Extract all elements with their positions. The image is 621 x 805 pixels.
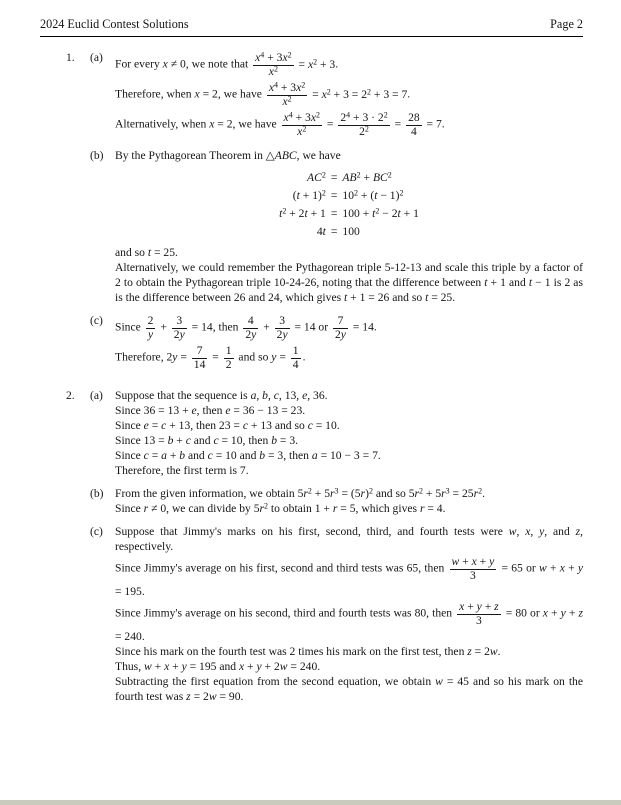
math-run: c = a + b [143,449,186,462]
fraction-numerator: 3 [176,314,183,327]
text-run: Since [115,502,144,515]
text-run: . [302,404,306,417]
text-run: Therefore, when [115,87,195,101]
fraction-numerator: x + y + z [459,600,499,613]
text-run: Since [115,404,144,417]
text-run: , we have [296,149,341,162]
problem [66,50,583,373]
part-label: (c) [90,314,103,327]
text-run: . [240,690,244,703]
text-run: and so [235,350,272,364]
fraction-numerator: $2^4 + 3 \cdot 2^2$ [340,110,388,124]
equation-block [279,168,419,240]
fraction [146,315,156,341]
math-run: x + y + z = 240 [115,606,583,643]
text-run: . [302,350,306,364]
text-run: Suppose that Jimmy's marks on his first, second, third, and fourth tests were [115,525,509,538]
text-run: or [526,606,543,620]
fraction [406,112,422,138]
problem-part [90,148,583,305]
fraction [338,112,389,138]
text-run: Therefore, the first term is 7. [115,464,249,477]
part-label: (b) [90,149,104,162]
fraction-numerator: $x^4 + 3x^2$ [283,110,320,124]
fraction-denominator: 3 [457,614,501,628]
math-run: = [209,350,222,364]
math-run: t = 25 [147,246,176,259]
part-label: (a) [90,389,103,402]
math-run: x ≠ 0 [162,57,186,71]
fraction-numerator: 2 [147,314,154,327]
math-run: $5r^2 + 5r^3 = 25r^2$ [408,486,483,500]
fraction-denominator: $x^2$ [267,95,307,109]
text-run: Therefore, [115,350,167,364]
fraction [450,556,497,582]
text-run: and so [389,291,426,304]
problem-parts [90,50,583,373]
part-label: (a) [90,51,103,64]
fraction [243,315,258,341]
solution-line [115,659,583,674]
text-run: and [190,434,214,447]
solution-line [115,486,583,501]
equation-rhs: $10^2 + (t - 1)^2$ [342,188,404,202]
text-run: , then [212,320,242,334]
text-run: and so [271,419,308,432]
math-run: r = 4 [419,502,443,515]
text-run: is 2 as is the difference between 26 and 24, which gives [115,276,583,304]
text-run: , which gives [355,502,420,515]
equation-lhs: 4t [316,224,326,238]
text-run: . [441,117,445,131]
text-run: . [452,291,456,304]
problem-number: 2. [66,389,75,402]
text-run: , we can divide by [166,502,254,515]
text-run: . [141,585,145,598]
part-body [115,148,583,305]
equation-lhs: $AC^2$ [307,170,326,184]
text-run: . [407,87,411,101]
solutions-body [66,50,583,704]
equation-row [279,204,419,222]
text-run: Alternatively, we could remember the Pythagorean triple 5-12-13 and scale this triple by a factor of 2 to obtain the Pythagorean triple 10-24-26, noting that the difference between [115,261,583,289]
math-run: 23 = c + 13 [218,419,272,432]
text-run: , then [196,404,226,417]
equals-sign: = [330,188,338,202]
solution-line [115,644,583,659]
fraction [275,315,290,341]
problem [66,388,583,704]
text-run: . [336,419,340,432]
text-run: Since [115,434,144,447]
problem-part [90,524,583,704]
fraction-denominator: 2y [335,327,346,341]
math-run: x = 2 [209,117,233,131]
text-run: , and [544,525,576,538]
math-run: = 80 [502,606,527,620]
text-run: and so [372,487,409,500]
fraction-denominator: $x^2$ [253,65,293,79]
math-run: e = c + 13 [143,419,191,432]
math-run: e = 36 − 13 = 23 [225,404,303,417]
math-run: △ABC [265,149,297,162]
fraction-denominator: y [146,328,156,342]
math-run: t + 1 [484,276,506,289]
math-run: + [260,320,273,334]
math-run: 36 = 13 + e [143,404,197,417]
math-run: = [391,117,405,131]
math-run: = 14 [291,320,316,334]
fraction [172,315,187,341]
text-run: Suppose that the sequence is [115,389,251,402]
text-run: , [516,525,526,538]
text-run: Since [115,419,144,432]
solution-line [115,388,583,403]
text-run: . [175,246,178,259]
math-run: w + x + y = 195 [115,561,583,598]
fraction-denominator: 2y [276,327,288,341]
solution-line [115,418,583,433]
text-run: . [317,660,321,673]
text-run: . [141,630,145,643]
text-run: Since Jimmy's average on his first, second and third tests was 65, then [115,561,448,575]
fraction-denominator: 14 [193,357,206,371]
solution-line [115,80,583,110]
equation-rhs: $AB^2 + BC^2$ [342,170,392,184]
problem-part [90,388,583,478]
math-run: = $x^2 + 3 = 2^2 + 3 = 7$ [309,87,408,101]
problem-number: 1. [66,51,75,64]
fraction [267,82,307,108]
fraction-denominator: $2^2$ [338,125,389,139]
equation-rhs: 100 [342,224,360,238]
math-run: 2y = [166,350,190,364]
math-run: w = 45 [435,675,469,688]
fraction [192,345,208,371]
text-run: and [236,449,260,462]
text-run: Alternatively, when [115,117,210,131]
solution-line [115,501,583,516]
solution-line [115,463,583,478]
solution-line [115,403,583,418]
solution-line [115,343,583,373]
solution-line [115,148,583,163]
fraction-denominator: 4 [292,357,299,371]
text-run: Thus, [115,660,144,673]
solution-line [115,674,583,704]
math-run: w [508,525,517,538]
part-label: (b) [90,487,104,500]
equals-sign: = [330,206,338,220]
part-label: (c) [90,525,103,538]
part-body [115,313,583,373]
fraction [457,601,501,627]
math-run: $5r^2 + 5r^3 = (5r)^2$ [297,486,373,500]
text-run: . [324,389,328,402]
page-header [40,17,583,37]
equation-lhs: $t^2 + 2t + 1$ [279,206,326,220]
math-run: = 14 [349,320,374,334]
math-run: = 7 [423,117,442,131]
math-run: z [575,525,581,538]
text-run: Since [115,320,144,334]
math-run: $5r^2$ [253,501,269,515]
fraction-numerator: 1 [292,344,299,357]
math-run: + [157,320,170,334]
fraction [291,345,301,371]
problem-part [90,313,583,373]
solution-line [115,554,583,599]
fraction-numerator: 3 [279,314,286,327]
fraction-numerator: $x^4 + 3x^2$ [268,80,306,94]
text-run: From the given information, we obtain [115,487,298,500]
text-run: and so [115,246,148,259]
fraction-denominator: 2 [225,357,232,371]
math-run: x + y + 2w = 240 [239,660,318,673]
solution-line [115,260,583,305]
fraction-denominator: 4 [406,125,422,139]
solution-line [115,599,583,644]
fraction [333,315,348,341]
header-page-number: Page 2 [550,17,583,31]
fraction-numerator: 1 [225,344,232,357]
problem-parts [90,388,583,704]
text-run: , then [283,449,312,462]
math-run: = $x^2 + 3$ [295,57,336,71]
math-run: b = 3 [259,449,284,462]
math-run: c = 10 [213,434,243,447]
fraction-numerator: 4 [247,314,254,327]
math-run: r ≠ 0 [143,502,167,515]
equation-row [279,222,419,240]
solution-line [115,50,583,80]
text-run: or [315,320,331,334]
equals-sign: = [330,170,338,184]
text-run: to obtain [268,502,315,515]
text-run: . [442,502,446,515]
equation-lhs: $(t + 1)^2$ [292,188,326,202]
fraction-numerator: 7 [196,344,203,357]
text-run: and [505,276,529,289]
fraction-numerator: 28 [408,111,420,124]
header-title: 2024 Euclid Contest Solutions [40,17,189,31]
math-run: b = 3 [271,434,296,447]
solution-line [115,245,583,260]
part-body [115,50,583,140]
solution-line [115,524,583,554]
equation-row [279,186,419,204]
math-run: t − 1 [528,276,551,289]
text-run: . [295,434,299,447]
text-run: Since his mark on the fourth test was 2 times his mark on the first test, then [115,645,468,658]
text-run: , we have [217,87,265,101]
fraction-numerator: $x^4 + 3x^2$ [255,50,292,64]
math-run: 13 = b + c [143,434,191,447]
math-run: = [323,117,337,131]
text-run: and so his mark on the fourth test was [115,675,583,703]
text-run: , respectively. [115,525,584,553]
math-run: c = 10 [307,419,337,432]
math-run: = 14 [188,320,213,334]
text-run: Since [115,449,144,462]
math-run: y [539,525,545,538]
math-run: z = 2w [467,645,498,658]
math-run: a = 10 − 3 = 7 [311,449,378,462]
fraction-numerator: 7 [337,314,344,327]
equals-sign: = [330,224,338,238]
math-run: a, b, c, 13, e, 36 [250,389,325,402]
text-run: and [185,449,208,462]
equation-rhs: $100 + t^2 - 2t + 1$ [342,206,419,220]
math-run: t + 1 = 26 [344,291,390,304]
math-run: x = 2 [194,87,218,101]
text-run: . [482,487,486,500]
problem-part [90,486,583,516]
math-run: = 65 [498,561,523,575]
part-body [115,524,583,704]
solution-line [115,433,583,448]
text-run: . [377,449,381,462]
math-run: x [525,525,531,538]
math-run: 1 + r = 5 [314,502,356,515]
math-run: c = 10 [207,449,237,462]
text-run: , we note that [185,57,252,71]
fraction [253,52,293,78]
text-run: , then [190,419,219,432]
part-body [115,486,583,516]
math-run: w + x + y = 195 [143,660,217,673]
equation-row [279,168,419,186]
text-run: . [373,320,377,334]
bottom-edge-bar [0,800,621,805]
fraction-denominator: 3 [450,569,497,583]
text-run: or [522,561,539,575]
text-run: , [530,525,540,538]
math-run: y = [271,350,289,364]
math-run: t = 25 [425,291,453,304]
text-run: Since Jimmy's average on his second, third and fourth tests was 80, then [115,606,456,620]
text-run: For every [115,57,163,71]
fraction-numerator: w + x + y [451,555,495,568]
fraction-denominator: $x^2$ [282,125,322,139]
text-run: . [335,57,339,71]
text-run: By the Pythagorean Theorem in [115,149,266,162]
fraction [282,112,322,138]
solution-line [115,448,583,463]
math-run: z = 2w = 90 [186,690,241,703]
text-run: , then [242,434,272,447]
solution-line [115,110,583,140]
solution-line [115,313,583,343]
text-run: , we have [232,117,280,131]
fraction [224,345,234,371]
part-body [115,388,583,478]
text-run: . [497,645,501,658]
problem-part [90,50,583,140]
fraction-denominator: 2y [245,327,257,341]
text-run: Subtracting the first equation from the second equation, we obtain [115,675,436,688]
fraction-denominator: 2y [173,327,185,341]
text-run: and [216,660,239,673]
